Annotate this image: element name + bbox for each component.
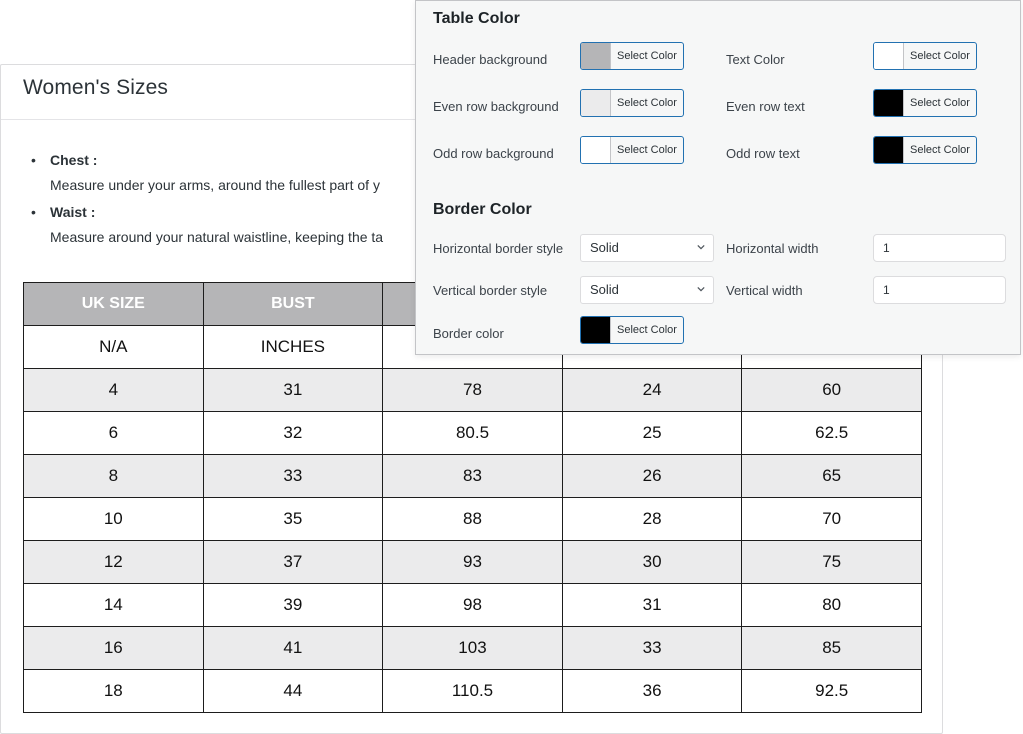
table-cell: 12 bbox=[24, 541, 204, 584]
table-cell: 6 bbox=[24, 412, 204, 455]
color-swatch bbox=[581, 90, 611, 116]
table-cell: 88 bbox=[383, 498, 563, 541]
table-cell: 32 bbox=[203, 412, 383, 455]
table-row bbox=[24, 670, 922, 713]
odd-row-text-label: Odd row text bbox=[726, 146, 800, 161]
select-color-label: Select Color bbox=[910, 50, 970, 62]
table-row bbox=[24, 541, 922, 584]
table-cell: 10 bbox=[24, 498, 204, 541]
table-cell: 92.5 bbox=[742, 670, 922, 713]
table-cell: 110.5 bbox=[383, 670, 563, 713]
color-swatch bbox=[581, 43, 611, 69]
horizontal-border-style-select[interactable] bbox=[580, 234, 714, 262]
header-cell: UK SIZE bbox=[24, 283, 204, 326]
table-cell: 33 bbox=[562, 627, 742, 670]
color-settings-panel bbox=[415, 0, 1021, 355]
header-background-color-button[interactable] bbox=[580, 42, 684, 70]
table-cell: N/A bbox=[24, 326, 204, 369]
table-cell: 16 bbox=[24, 627, 204, 670]
table-row bbox=[24, 498, 922, 541]
border-color-label: Border color bbox=[433, 326, 504, 341]
even-row-background-label: Even row background bbox=[433, 99, 559, 114]
table-row bbox=[24, 455, 922, 498]
table-cell: 93 bbox=[383, 541, 563, 584]
table-cell: 31 bbox=[562, 584, 742, 627]
header-cell: BUST bbox=[203, 283, 383, 326]
table-cell: 39 bbox=[203, 584, 383, 627]
vertical-border-style-select[interactable] bbox=[580, 276, 714, 304]
table-cell: 60 bbox=[742, 369, 922, 412]
table-cell: 4 bbox=[24, 369, 204, 412]
odd-row-text-color-button[interactable] bbox=[873, 136, 977, 164]
table-cell: 78 bbox=[383, 369, 563, 412]
odd-row-background-label: Odd row background bbox=[433, 146, 554, 161]
border-color-button[interactable] bbox=[580, 316, 684, 344]
color-swatch bbox=[874, 137, 904, 163]
table-cell: 26 bbox=[562, 455, 742, 498]
table-cell: 24 bbox=[562, 369, 742, 412]
table-row bbox=[24, 412, 922, 455]
select-value: Solid bbox=[590, 282, 619, 297]
color-swatch bbox=[581, 137, 611, 163]
even-row-text-label: Even row text bbox=[726, 99, 805, 114]
select-color-label: Select Color bbox=[910, 144, 970, 156]
guide-description: Measure around your natural waistline, keeping the ta bbox=[50, 229, 384, 245]
vertical-border-style-label: Vertical border style bbox=[433, 283, 548, 298]
table-cell: 80.5 bbox=[383, 412, 563, 455]
measurement-guide bbox=[31, 151, 383, 255]
table-cell: INCHES bbox=[203, 326, 383, 369]
table-cell: 14 bbox=[24, 584, 204, 627]
text-color-label: Text Color bbox=[726, 52, 785, 67]
color-swatch bbox=[581, 317, 611, 343]
table-cell: 28 bbox=[562, 498, 742, 541]
color-swatch bbox=[874, 43, 904, 69]
select-value: Solid bbox=[590, 240, 619, 255]
header-background-label: Header background bbox=[433, 52, 548, 67]
table-cell: 98 bbox=[383, 584, 563, 627]
table-cell: 18 bbox=[24, 670, 204, 713]
guide-description: Measure under your arms, around the fullest part of y bbox=[50, 177, 380, 193]
guide-term: Waist : bbox=[50, 204, 96, 220]
table-cell: 37 bbox=[203, 541, 383, 584]
table-cell: 30 bbox=[562, 541, 742, 584]
table-cell: 33 bbox=[203, 455, 383, 498]
table-cell: 70 bbox=[742, 498, 922, 541]
odd-row-background-color-button[interactable] bbox=[580, 136, 684, 164]
chevron-down-icon bbox=[697, 285, 705, 293]
vertical-width-label: Vertical width bbox=[726, 283, 803, 298]
chevron-down-icon bbox=[697, 243, 705, 251]
table-cell: 80 bbox=[742, 584, 922, 627]
guide-term: Chest : bbox=[50, 152, 98, 168]
table-cell: 75 bbox=[742, 541, 922, 584]
table-cell: 36 bbox=[562, 670, 742, 713]
horizontal-border-style-label: Horizontal border style bbox=[433, 241, 564, 256]
table-row bbox=[24, 369, 922, 412]
table-row bbox=[24, 627, 922, 670]
select-color-label: Select Color bbox=[910, 97, 970, 109]
bullet-dot-icon: • bbox=[31, 204, 36, 220]
table-cell: 62.5 bbox=[742, 412, 922, 455]
select-color-label: Select Color bbox=[617, 97, 677, 109]
table-cell: 25 bbox=[562, 412, 742, 455]
table-row bbox=[24, 584, 922, 627]
table-cell: 103 bbox=[383, 627, 563, 670]
horizontal-width-label: Horizontal width bbox=[726, 241, 819, 256]
text-color-button[interactable] bbox=[873, 42, 977, 70]
color-swatch bbox=[874, 90, 904, 116]
table-cell: 65 bbox=[742, 455, 922, 498]
table-cell: 35 bbox=[203, 498, 383, 541]
table-cell: 41 bbox=[203, 627, 383, 670]
select-color-label: Select Color bbox=[617, 50, 677, 62]
size-chart-title: Women's Sizes bbox=[23, 76, 168, 99]
vertical-width-input[interactable]: 1 bbox=[873, 276, 1006, 304]
even-row-background-color-button[interactable] bbox=[580, 89, 684, 117]
table-cell: 31 bbox=[203, 369, 383, 412]
select-color-label: Select Color bbox=[617, 324, 677, 336]
horizontal-width-input[interactable]: 1 bbox=[873, 234, 1006, 262]
select-color-label: Select Color bbox=[617, 144, 677, 156]
border-color-heading: Border Color bbox=[433, 201, 532, 218]
table-cell: 85 bbox=[742, 627, 922, 670]
table-cell: 83 bbox=[383, 455, 563, 498]
table-cell: 44 bbox=[203, 670, 383, 713]
table-cell: 8 bbox=[24, 455, 204, 498]
guide-item-waist bbox=[31, 203, 383, 247]
bullet-dot-icon: • bbox=[31, 152, 36, 168]
guide-item-chest bbox=[31, 151, 383, 195]
even-row-text-color-button[interactable] bbox=[873, 89, 977, 117]
table-color-heading: Table Color bbox=[433, 10, 520, 27]
